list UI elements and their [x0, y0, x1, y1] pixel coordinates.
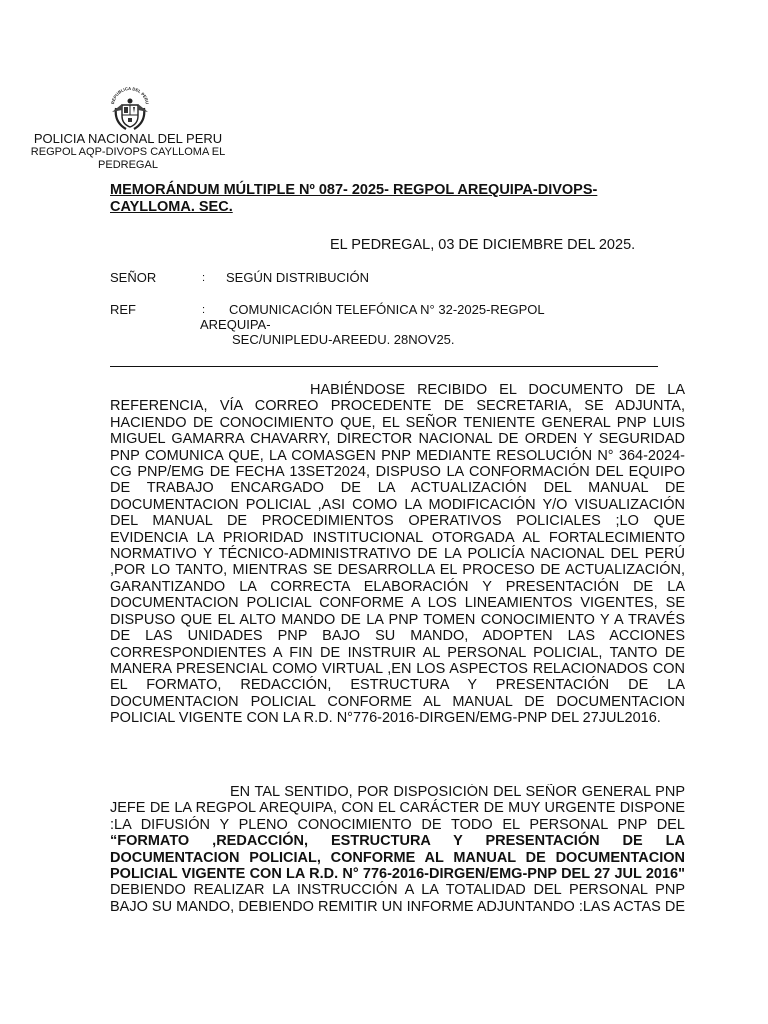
memo-title: MEMORÁNDUM MÚLTIPLE Nº 087- 2025- REGPOL AREQUIPA-DIVOPS-CAYLLOMA. SEC.	[110, 182, 598, 215]
unit-name: REGPOL AQP-DIVOPS CAYLLOMA EL PEDREGAL	[30, 146, 226, 171]
paragraph-2-emphasis: “FORMATO ,REDACCIÓN, ESTRUCTURA Y PRESENTACIÓN DE LA DOCUMENTACION POLICIAL, CONFORME AL MANUAL DE DOCUMENTACION POLICIAL VIGENTE CON LA R.D. N° 776-2016-DIRGEN/EMG-PNP DEL 27 JUL 2016"	[110, 833, 685, 883]
ref-colon: :	[202, 304, 206, 316]
date-line: EL PEDREGAL, 03 DE DICIEMBRE DEL 2025.	[330, 237, 636, 253]
body-paragraph-1: HABIÉNDOSE RECIBIDO EL DOCUMENTO DE LA REFERENCIA, VÍA CORREO PROCEDENTE DE SECRETARIA, SE ADJUNTA, HACIENDO DE CONOCIMIENTO QUE, EL SEÑOR TENIENTE GENERAL PNP LUIS MIGUEL GAMARRA CHAVARRY, DIRECTOR NACIONAL DE ORDEN Y SEGURIDAD PNP COMUNICA QUE, LA COMASGEN PNP MEDIANTE RESOLUCIÓN N° 364-2024-CG PNP/EMG DE FECHA 13SET2024, DISPUSO LA CONFORMACIÓN DEL EQUIPO DE TRABAJO ENCARGADO DE LA ACTUALIZACIÓN DEL MANUAL DE DOCUMENTACION POLICIAL ,ASI COMO LA MODIFICACIÓN Y/O VISUALIZACIÓN DEL MANUAL DE PROCEDIMIENTOS OPERATIVOS POLICIALES ;LO QUE EVIDENCIA LA PRIORIDAD INSTITUCIONAL OTORGADA AL FORTALECIMIENTO NORMATIVO Y TÉCNICO-ADMINISTRATIVO DE LA POLICÍA NACIONAL DEL PERÚ ,POR LO TANTO, MIENTRAS SE DESARROLLA EL PROCESO DE ACTUALIZACIÓN, GARANTIZANDO LA CORRECTA ELABORACIÓN Y PRESENTACIÓN DE LA DOCUMENTACION POLICIAL CONFORME A LOS LINEAMIENTOS VIGENTES, SE DISPUSO QUE EL ALTO MANDO DE LA PNP TOMEN CONOCIMIENTO Y A TRAVÉS DE LAS UNIDADES PNP BAJO SU MANDO, ADOPTEN LAS ACCIONES CORRESPONDIENTES A FIN DE INSTRUIR AL PERSONAL POLICIAL, TANTO DE MANERA PRESENCIAL COMO VIRTUAL ,EN LOS ASPECTOS RELACIONADOS CON EL FORMATO, REDACCIÓN, ESTRUCTURA Y PRESENTACIÓN DE LA DOCUMENTACION POLICIAL CONFORME AL MANUAL DE DOCUMENTACION POLICIAL VIGENTE CON LA R.D. N°776-2016-DIRGEN/EMG-PNP DEL 27JUL2016.	[110, 382, 685, 727]
svg-text:REPUBLICA DEL PERU: REPUBLICA DEL PERU	[110, 85, 150, 105]
ref-value-line3: SEC/UNIPLEDU-AREEDU. 28NOV25.	[232, 332, 455, 347]
body-paragraph-2	[110, 784, 685, 944]
ref-label: REF	[110, 302, 136, 317]
paragraph-2-end: DEBIENDO REALIZAR LA INSTRUCCIÓN A LA TOTALIDAD DEL PERSONAL PNP BAJO SU MANDO, DEBIENDO REMITIR UN INFORME ADJUNTANDO :LAS ACTAS DE	[110, 882, 685, 915]
to-colon: :	[202, 272, 206, 284]
separator-line	[110, 366, 658, 367]
coat-of-arms-icon	[104, 82, 156, 134]
ref-value-line1: COMUNICACIÓN TELEFÓNICA N° 32-2025-REGPOL	[229, 302, 545, 317]
paragraph-2-start: EN TAL SENTIDO, POR DISPOSICIÓN DEL SEÑOR GENERAL PNP JEFE DE LA REGPOL AREQUIPA, CON EL CARÁCTER DE MUY URGENTE DISPONE :LA DIFUSIÓN Y PLENO CONOCIMIENTO DE TODO EL PERSONAL PNP DEL	[110, 784, 685, 833]
ref-value-line2: AREQUIPA-	[200, 317, 271, 332]
to-label: SEÑOR	[110, 270, 157, 285]
institution-name: POLICIA NACIONAL DEL PERU	[33, 131, 223, 146]
to-value: SEGÚN DISTRIBUCIÓN	[226, 270, 370, 285]
